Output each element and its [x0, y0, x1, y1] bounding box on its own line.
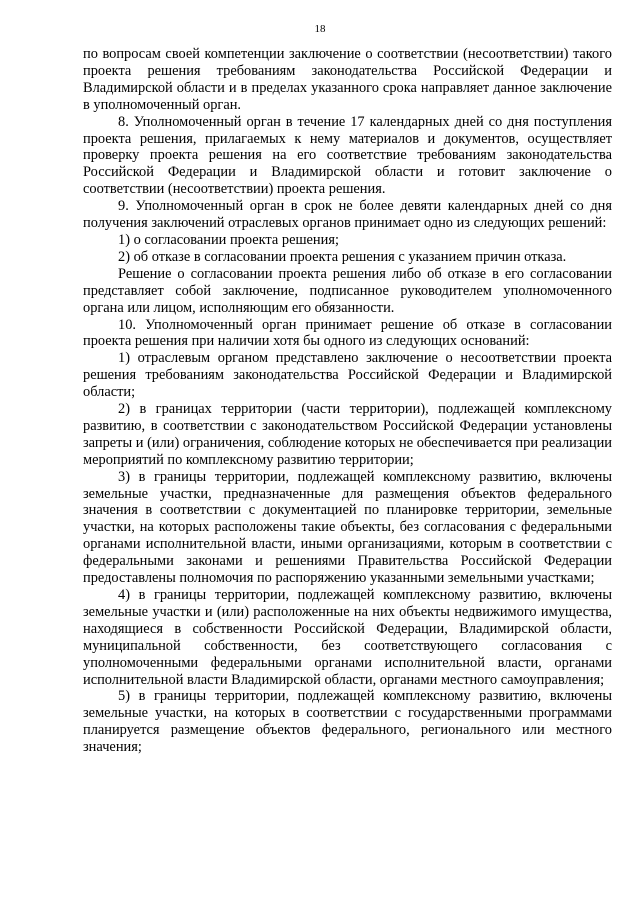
- paragraph-item-10-2: 2) в границах территории (части территории), подлежащей комплексному развитию, в соответствии с законодательством Российской Федерации установлены запреты и (или) ограничения, соблюдение которых не обеспечивается при реализации мероприятий по комплексному развитию территории;: [83, 401, 612, 468]
- page-number: 18: [314, 23, 326, 35]
- paragraph-item-10-1: 1) отраслевым органом представлено заключение о несоответствии проекта решения требованиям законодательства Российской Федерации и Владимирской области;: [83, 350, 612, 401]
- document-body: [83, 46, 612, 756]
- paragraph-item-10: 10. Уполномоченный орган принимает решение об отказе в согласовании проекта решения при наличии хотя бы одного из следующих оснований:: [83, 316, 612, 350]
- paragraph-item-9-2: 2) об отказе в согласовании проекта решения с указанием причин отказа.: [118, 248, 567, 265]
- paragraph-item-10-5: 5) в границы территории, подлежащей комплексному развитию, включены земельные участки, на которых в соответствии с государственными программами планируется размещение объектов федерального, регионального или местного значения;: [83, 688, 612, 756]
- paragraph-decision-note: Решение о согласовании проекта решения либо об отказе в его согласовании представляет собой заключение, подписанное руководителем уполномоченного органа или лицом, исполняющим его обязанности.: [83, 265, 612, 316]
- paragraph-item-10-4: 4) в границы территории, подлежащей комплексному развитию, включены земельные участки и (или) расположенные на них объекты недвижимого имущества, находящиеся в собственности Российской Федерации, Владимирской области, муниципальной собственности, без соответствующего согласования с уполномоченными федеральными органами исполнительной власти, органами исполнительной власти Владимирской области, органами местного самоуправления;: [83, 587, 612, 688]
- paragraph-item-9: 9. Уполномоченный орган в срок не более девяти календарных дней со дня получения заключений отраслевых органов принимает одно из следующих решений:: [83, 198, 612, 232]
- paragraph-continuation: по вопросам своей компетенции заключение о соответствии (несоответствии) такого проекта решения требованиям законодательства Российской Федерации и Владимирской области и в пределах указанного срока направляет данное заключение в уполномоченный орган.: [83, 46, 612, 113]
- paragraph-item-9-1: 1) о согласовании проекта решения;: [118, 231, 339, 248]
- paragraph-item-10-3: 3) в границы территории, подлежащей комплексному развитию, включены земельные участки, предназначенные для размещения объектов федерального значения в соответствии с документацией по планировке территории, земельные участки, на которых расположены такие объекты, без согласования с федеральными органами исполнительной власти, иными организациями, которым в соответствии с федеральными законами и решениями Правительства Российской Федерации предоставлены полномочия по распоряжению указанными земельными участками;: [83, 468, 612, 587]
- paragraph-item-8: 8. Уполномоченный орган в течение 17 календарных дней со дня поступления проекта решения, прилагаемых к нему материалов и документов, осуществляет проверку проекта решения на его соответствие требованиям законодательства Российской Федерации и Владимирской области и готовит заключение о соответствии (несоответствии) проекта решения.: [83, 113, 612, 198]
